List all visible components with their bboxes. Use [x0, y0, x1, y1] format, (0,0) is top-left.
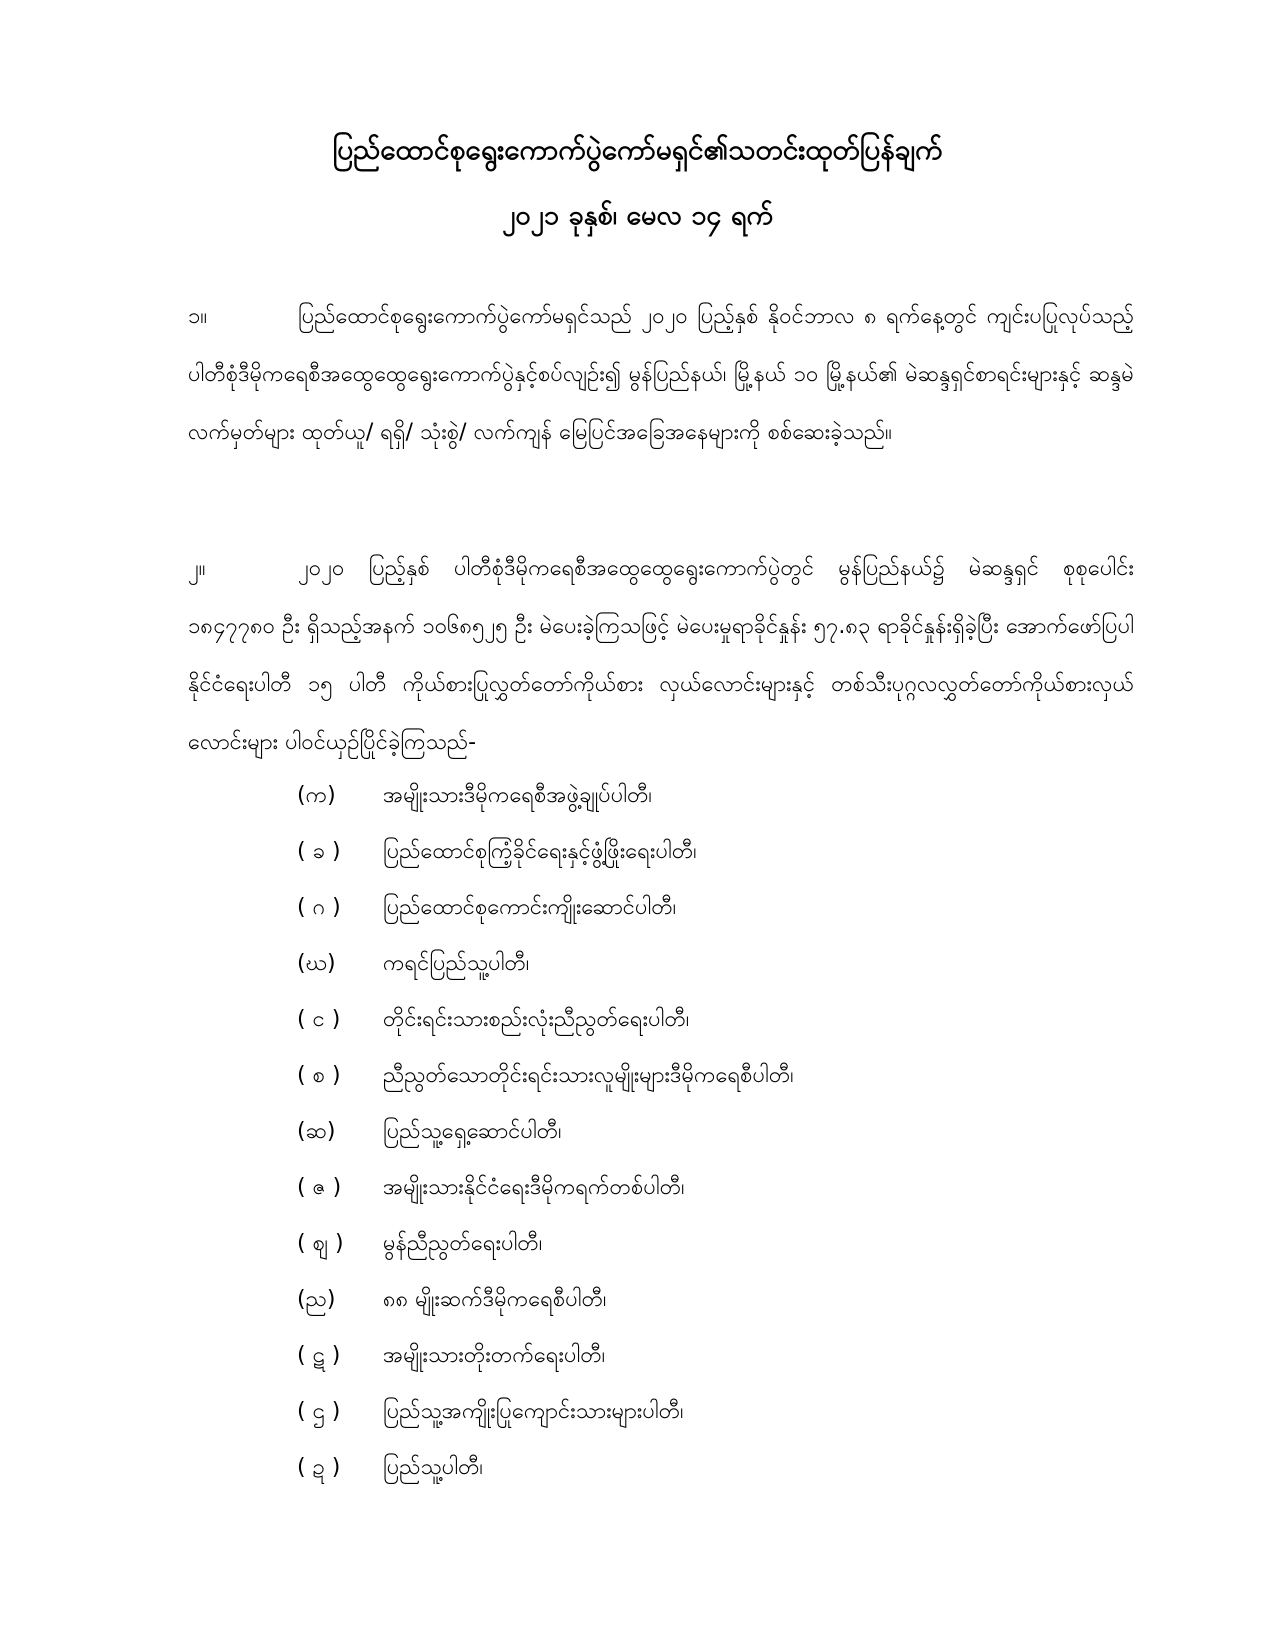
list-item-text: ညီညွတ်သောတိုင်းရင်းသားလူမျိုးများဒီမိုကရေစီပါတီ၊ — [383, 1063, 794, 1088]
list-item — [297, 1384, 1097, 1440]
list-item-marker: ( ဈ ) — [297, 1231, 344, 1256]
list-item-text: ပြည်သူ့ပါတီ၊ — [383, 1455, 484, 1480]
list-item-text: အမျိုးသားတိုးတက်ရေးပါတီ၊ — [383, 1343, 606, 1368]
list-item-marker: ( ခ ) — [297, 839, 341, 864]
list-item-marker: (ဃ) — [297, 951, 336, 976]
title-block — [0, 130, 1275, 236]
party-list — [297, 768, 1097, 1496]
list-item — [297, 992, 1097, 1048]
list-item — [297, 1160, 1097, 1216]
list-item-marker: ( ဂ ) — [297, 895, 341, 920]
list-item-marker: ( င ) — [297, 1007, 341, 1032]
list-item — [297, 936, 1097, 992]
list-item-text: တိုင်းရင်းသားစည်းလုံးညီညွတ်ရေးပါတီ၊ — [383, 1007, 690, 1032]
list-item-text: ပြည်သူ့အကျိုးပြုကျောင်းသားများပါတီ၊ — [383, 1399, 684, 1424]
paragraph-2-number: ၂။ — [188, 556, 206, 581]
list-item — [297, 1272, 1097, 1328]
paragraph-1-number: ၁။ — [188, 304, 208, 329]
list-item-text: ပြည်သူ့ရှေ့ဆောင်ပါတီ၊ — [383, 1119, 562, 1144]
paragraph-1 — [188, 288, 1134, 462]
list-item-text: ကရင်ပြည်သူ့ပါတီ၊ — [383, 951, 530, 976]
document-date: ၂၀၂၁ ခုနှစ်၊ မေလ ၁၄ ရက် — [502, 200, 773, 231]
list-item-marker: ( စ ) — [297, 1063, 341, 1088]
paragraph-1-text: ပြည်ထောင်စုရွေးကောက်ပွဲကော်မရှင်သည် ၂၀၂၀ ပြည့်နှစ် နိုဝင်ဘာလ ၈ ရက်နေ့တွင် ကျင်းပပြုလုပ်သည့် ပါတီစုံဒီမိုကရေစီအထွေထွေရွေးကောက်ပွဲနှင့်စပ်လျဉ်း၍ မွန်ပြည်နယ်၊ မြို့နယ် ၁၀ မြို့နယ်၏ မဲဆန္ဒရှင်စာရင်းများနှင့် ဆန္ဒမဲလက်မှတ်များ ထုတ်ယူ/ ရရှိ/ သုံးစွဲ/ လက်ကျန် မြေပြင်အခြေအနေများကို စစ်ဆေးခဲ့သည်။ — [188, 304, 1134, 445]
list-item — [297, 824, 1097, 880]
list-item — [297, 768, 1097, 824]
list-item-marker: ( ဇ ) — [297, 1175, 342, 1200]
list-item-text: မွန်ညီညွတ်ရေးပါတီ၊ — [383, 1231, 543, 1256]
list-item-marker: (ဆ) — [297, 1119, 336, 1144]
list-item — [297, 880, 1097, 936]
list-item-marker: ( ဋ ) — [297, 1343, 341, 1368]
list-item-text: အမျိုးသားဒီမိုကရေစီအဖွဲ့ချုပ်ပါတီ၊ — [383, 783, 652, 808]
list-item-marker: ( ဌ ) — [297, 1399, 341, 1424]
list-item — [297, 1216, 1097, 1272]
paragraph-2 — [188, 540, 1134, 772]
list-item — [297, 1048, 1097, 1104]
list-item — [297, 1104, 1097, 1160]
list-item-text: ၈၈ မျိုးဆက်ဒီမိုကရေစီပါတီ၊ — [383, 1287, 607, 1312]
list-item-marker: (ည) — [297, 1287, 336, 1312]
list-item — [297, 1440, 1097, 1496]
paragraph-2-text: ၂၀၂၀ ပြည့်နှစ် ပါတီစုံဒီမိုကရေစီအထွေထွေရွေးကောက်ပွဲတွင် မွန်ပြည်နယ်၌ မဲဆန္ဒရှင် စုစုပေါင်း ၁၈၄၇၇၈၀ ဦး ရှိသည့်အနက် ၁၀၆၈၅၂၅ ဦး မဲပေးခဲ့ကြသဖြင့် မဲပေးမှုရာခိုင်နှုန်း ၅၇.၈၃ ရာခိုင်နှုန်းရှိခဲ့ပြီး အောက်ဖော်ပြပါ နိုင်ငံရေးပါတီ ၁၅ ပါတီ ကိုယ်စားပြုလွှတ်တော်ကိုယ်စား လှယ်လောင်းများနှင့် တစ်သီးပုဂ္ဂလလွှတ်တော်ကိုယ်စားလှယ်လောင်းများ ပါဝင်ယှဉ်ပြိုင်ခဲ့ကြသည်- — [188, 556, 1134, 755]
list-item-marker: (က) — [297, 783, 336, 808]
document-title: ပြည်ထောင်စုရွေးကောက်ပွဲကော်မရှင်၏သတင်းထုတ်ပြန်ချက် — [332, 133, 943, 166]
list-item-text: အမျိုးသားနိုင်ငံရေးဒီမိုကရက်တစ်ပါတီ၊ — [383, 1175, 685, 1200]
list-item — [297, 1328, 1097, 1384]
list-item-marker: ( ဍ ) — [297, 1455, 341, 1480]
list-item-text: ပြည်ထောင်စုကောင်းကျိုးဆောင်ပါတီ၊ — [383, 895, 677, 920]
list-item-text: ပြည်ထောင်စုကြံ့ခိုင်ရေးနှင့်ဖွံ့ဖြိုးရေးပါတီ၊ — [383, 839, 697, 864]
